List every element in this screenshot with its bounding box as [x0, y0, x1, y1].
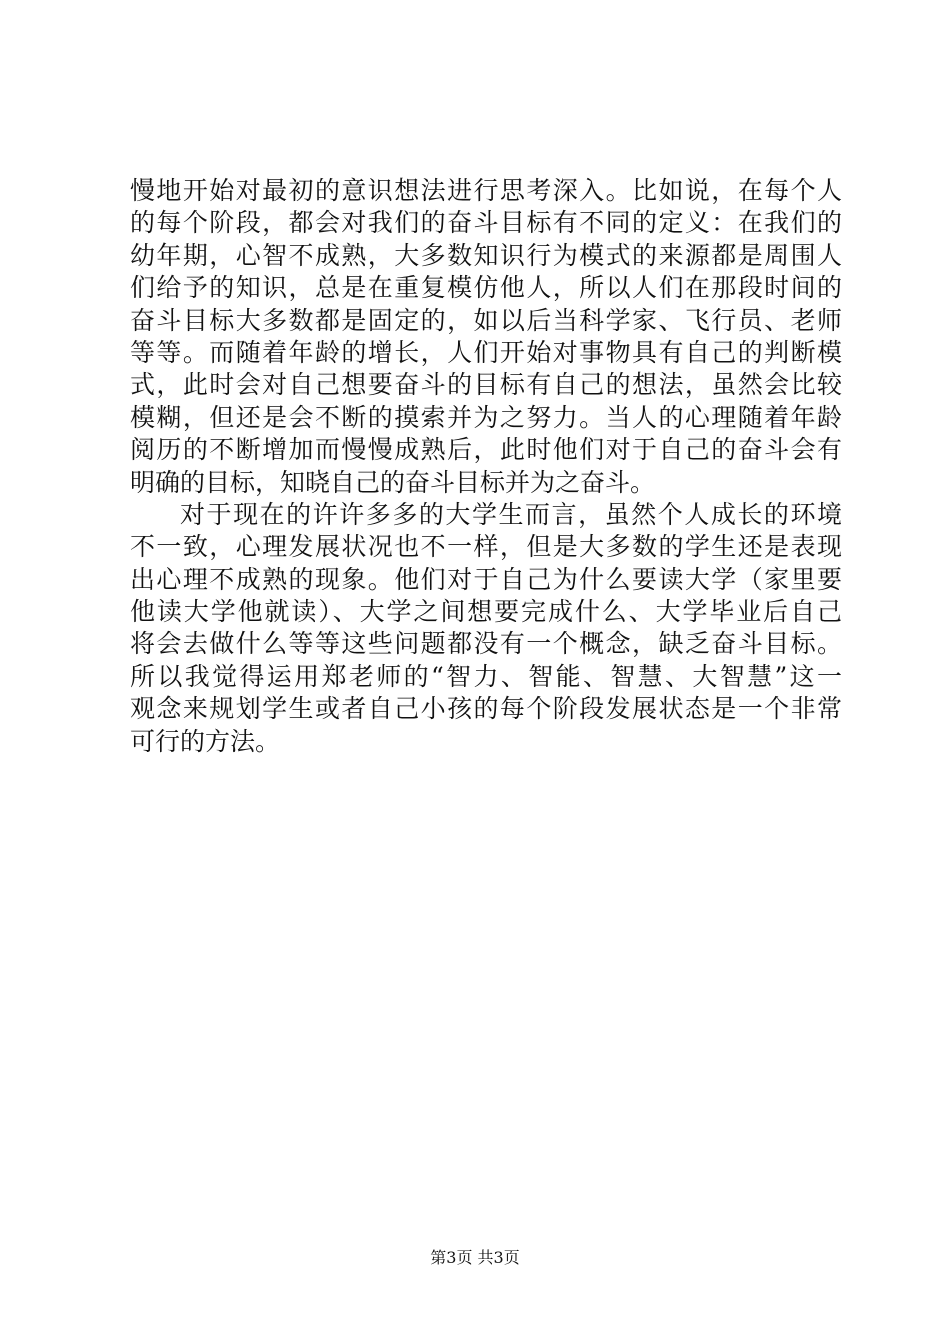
paragraph-1-line: 等等。而随着年龄的增长，人们开始对事物具有自己的判断模 — [130, 337, 842, 367]
paragraph-1-line: 奋斗目标大多数都是固定的，如以后当科学家、飞行员、老师 — [130, 305, 842, 335]
paragraph-1-line: 模糊，但还是会不断的摸索并为之努力。当人的心理随着年龄 — [130, 402, 842, 432]
paragraph-2-line: 观念来规划学生或者自己小孩的每个阶段发展状态是一个非常 — [130, 694, 842, 724]
paragraph-1-line: 的每个阶段，都会对我们的奋斗目标有不同的定义：在我们的 — [130, 208, 842, 238]
paragraph-1-line: 式，此时会对自己想要奋斗的目标有自己的想法，虽然会比较 — [130, 370, 842, 400]
paragraph-1-line: 们给予的知识，总是在重复模仿他人，所以人们在那段时间的 — [130, 273, 842, 303]
paragraph-2-line: 出心理不成熟的现象。他们对于自己为什么要读大学（家里要 — [130, 564, 842, 594]
paragraph-1-line: 幼年期，心智不成熟，大多数知识行为模式的来源都是周围人 — [130, 240, 842, 270]
paragraph-2-line: 所以我觉得运用郑老师的“智力、智能、智慧、大智慧”这一 — [130, 661, 842, 691]
page-number-footer: 第3页 共3页 — [430, 1248, 520, 1267]
paragraph-2-line: 他读大学他就读）、大学之间想要完成什么、大学毕业后自己 — [130, 597, 842, 627]
paragraph-1-line: 明确的目标，知晓自己的奋斗目标并为之奋斗。 — [130, 467, 656, 497]
paragraph-1-line: 阅历的不断增加而慢慢成熟后，此时他们对于自己的奋斗会有 — [130, 435, 842, 465]
paragraph-2-line: 将会去做什么等等这些问题都没有一个概念，缺乏奋斗目标。 — [130, 629, 842, 659]
document-body — [130, 175, 842, 758]
paragraph-2-line: 对于现在的许许多多的大学生而言，虽然个人成长的环境 — [180, 499, 842, 529]
paragraph-2-line: 不一致，心理发展状况也不一样，但是大多数的学生还是表现 — [130, 532, 842, 562]
paragraph-2-line: 可行的方法。 — [130, 726, 281, 756]
paragraph-1-line: 慢地开始对最初的意识想法进行思考深入。比如说，在每个人 — [130, 176, 842, 205]
